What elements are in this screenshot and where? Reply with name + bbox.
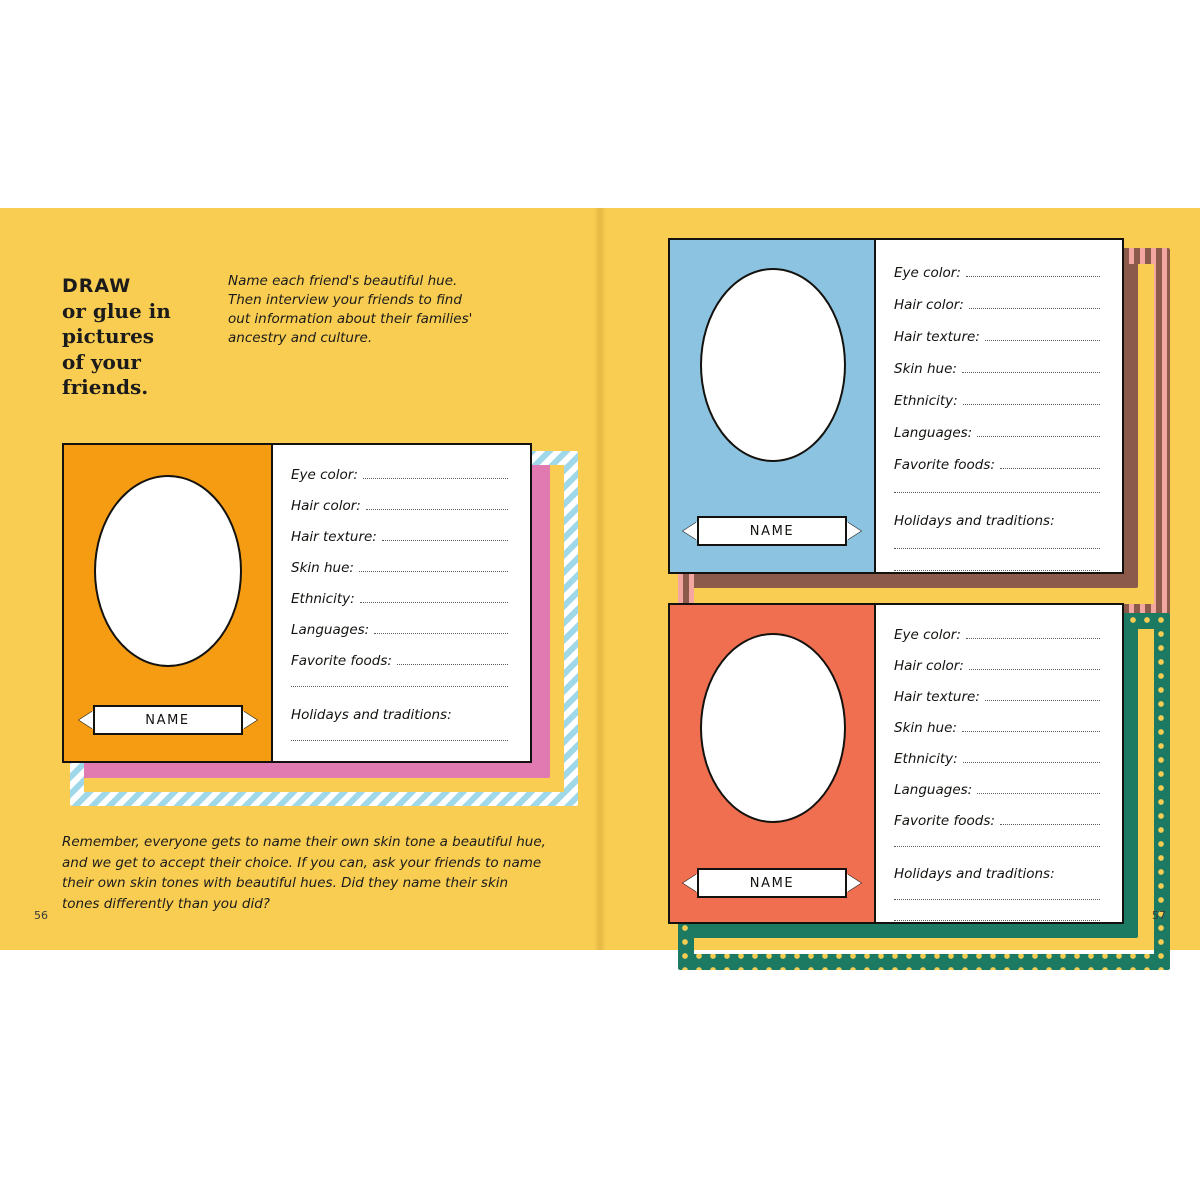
page-title-line-2: or glue in xyxy=(62,298,171,323)
field-dotted-line[interactable] xyxy=(366,508,508,510)
field-dotted-line[interactable] xyxy=(359,570,508,572)
fields-panel xyxy=(876,240,1122,572)
field-favorite-foods[interactable] xyxy=(291,653,508,669)
holidays-line-1[interactable] xyxy=(291,739,508,741)
field-label: Favorite foods: xyxy=(291,653,392,669)
page-number-left: 56 xyxy=(34,909,48,922)
field-label: Favorite foods: xyxy=(894,813,995,829)
field-dotted-line[interactable] xyxy=(397,663,508,665)
page-title-line-3: pictures xyxy=(62,324,155,349)
banner-tail-right-icon xyxy=(847,522,861,540)
field-dotted-line[interactable] xyxy=(985,339,1100,341)
left-page xyxy=(0,208,600,950)
holidays-line-2[interactable] xyxy=(894,919,1100,921)
subhead-holidays-traditions: Holidays and traditions: xyxy=(894,513,1055,529)
banner-tail-left-icon xyxy=(683,874,697,892)
field-dotted-line[interactable] xyxy=(360,601,508,603)
field-dotted-line[interactable] xyxy=(962,371,1100,373)
name-banner-band[interactable] xyxy=(697,868,847,898)
field-label: Hair texture: xyxy=(894,689,980,705)
friend-card-blue xyxy=(668,238,1138,588)
page-number-right: 57 xyxy=(1152,909,1166,922)
book-spread xyxy=(0,208,1200,950)
field-eye-color[interactable] xyxy=(894,627,1100,643)
field-label: Hair texture: xyxy=(894,329,980,345)
field-hair-color[interactable] xyxy=(291,498,508,514)
field-label: Skin hue: xyxy=(894,361,957,377)
field-label: Eye color: xyxy=(894,265,961,281)
name-banner[interactable] xyxy=(697,516,847,546)
field-dotted-line-extra[interactable] xyxy=(894,491,1100,493)
field-dotted-line[interactable] xyxy=(977,435,1100,437)
field-eye-color[interactable] xyxy=(291,467,508,483)
field-dotted-line[interactable] xyxy=(374,632,508,634)
friend-card-red xyxy=(668,603,1138,938)
field-hair-texture[interactable] xyxy=(894,329,1100,345)
holidays-line-1[interactable] xyxy=(894,898,1100,900)
photo-panel[interactable] xyxy=(670,605,876,922)
field-label: Languages: xyxy=(291,622,370,638)
field-favorite-foods[interactable] xyxy=(894,813,1100,829)
footnote-paragraph: Remember, everyone gets to name their own skin tone a beautiful hue, and we get to accept their choice. If you can, ask your friends to name their own skin tones with beautiful hues. Did they name their skin tones differently than you did? xyxy=(62,834,546,912)
photo-panel[interactable] xyxy=(670,240,876,572)
field-label: Ethnicity: xyxy=(894,751,958,767)
field-label: Ethnicity: xyxy=(291,591,355,607)
field-label: Hair color: xyxy=(894,297,964,313)
field-label: Eye color: xyxy=(291,467,358,483)
name-banner-band[interactable] xyxy=(93,705,243,735)
intro-paragraph: Name each friend's beautiful hue. Then interview your friends to find out information about their families' ancestry and culture. xyxy=(228,273,473,347)
holidays-line-2[interactable] xyxy=(291,761,508,763)
right-page xyxy=(600,208,1200,950)
field-ethnicity[interactable] xyxy=(291,591,508,607)
field-skin-hue[interactable] xyxy=(291,560,508,576)
name-banner[interactable] xyxy=(93,705,243,735)
field-favorite-foods[interactable] xyxy=(894,457,1100,473)
field-dotted-line[interactable] xyxy=(1000,823,1100,825)
field-eye-color[interactable] xyxy=(894,265,1100,281)
banner-tail-right-icon xyxy=(243,711,257,729)
field-dotted-line[interactable] xyxy=(962,730,1100,732)
field-dotted-line[interactable] xyxy=(985,699,1100,701)
field-label: Languages: xyxy=(894,425,973,441)
banner-tail-right-icon xyxy=(847,874,861,892)
field-languages[interactable] xyxy=(894,782,1100,798)
field-ethnicity[interactable] xyxy=(894,393,1100,409)
field-label: Hair texture: xyxy=(291,529,377,545)
page-title xyxy=(62,273,202,401)
field-dotted-line[interactable] xyxy=(966,637,1100,639)
name-banner-label: NAME xyxy=(749,875,795,891)
portrait-oval-placeholder[interactable] xyxy=(94,475,242,667)
holidays-line-1[interactable] xyxy=(894,547,1100,549)
field-dotted-line[interactable] xyxy=(363,477,508,479)
friend-card-orange xyxy=(62,443,550,778)
photo-panel[interactable] xyxy=(64,445,273,761)
friend-card-body[interactable] xyxy=(668,603,1124,924)
field-dotted-line[interactable] xyxy=(963,403,1100,405)
field-label: Hair color: xyxy=(291,498,361,514)
fields-panel xyxy=(876,605,1122,922)
portrait-oval-placeholder[interactable] xyxy=(700,633,846,823)
field-dotted-line[interactable] xyxy=(382,539,508,541)
page-title-line-4: of your xyxy=(62,349,141,374)
name-banner[interactable] xyxy=(697,868,847,898)
holidays-line-2[interactable] xyxy=(894,569,1100,571)
field-languages[interactable] xyxy=(894,425,1100,441)
field-label: Favorite foods: xyxy=(894,457,995,473)
friend-card-body[interactable] xyxy=(62,443,532,763)
field-skin-hue[interactable] xyxy=(894,361,1100,377)
field-dotted-line[interactable] xyxy=(966,275,1100,277)
banner-tail-left-icon xyxy=(79,711,93,729)
field-dotted-line-extra[interactable] xyxy=(894,845,1100,847)
field-ethnicity[interactable] xyxy=(894,751,1100,767)
page-title-line-1: DRAW xyxy=(62,275,132,297)
field-hair-color[interactable] xyxy=(894,658,1100,674)
portrait-oval-placeholder[interactable] xyxy=(700,268,846,462)
field-dotted-line[interactable] xyxy=(977,792,1100,794)
banner-tail-left-icon xyxy=(683,522,697,540)
field-label: Hair color: xyxy=(894,658,964,674)
subhead-holidays-traditions: Holidays and traditions: xyxy=(291,707,452,723)
friend-card-body[interactable] xyxy=(668,238,1124,574)
field-dotted-line[interactable] xyxy=(969,307,1100,309)
field-dotted-line[interactable] xyxy=(963,761,1100,763)
name-banner-label: NAME xyxy=(749,523,795,539)
field-label: Eye color: xyxy=(894,627,961,643)
field-dotted-line-extra[interactable] xyxy=(291,685,508,687)
field-dotted-line[interactable] xyxy=(1000,467,1100,469)
field-label: Ethnicity: xyxy=(894,393,958,409)
field-label: Skin hue: xyxy=(894,720,957,736)
field-hair-texture[interactable] xyxy=(291,529,508,545)
field-hair-color[interactable] xyxy=(894,297,1100,313)
fields-panel xyxy=(273,445,530,761)
name-banner-band[interactable] xyxy=(697,516,847,546)
field-hair-texture[interactable] xyxy=(894,689,1100,705)
field-skin-hue[interactable] xyxy=(894,720,1100,736)
field-label: Languages: xyxy=(894,782,973,798)
field-languages[interactable] xyxy=(291,622,508,638)
name-banner-label: NAME xyxy=(145,712,190,728)
subhead-holidays-traditions: Holidays and traditions: xyxy=(894,866,1055,882)
page-title-line-5: friends. xyxy=(62,375,149,400)
field-dotted-line[interactable] xyxy=(969,668,1100,670)
field-label: Skin hue: xyxy=(291,560,354,576)
